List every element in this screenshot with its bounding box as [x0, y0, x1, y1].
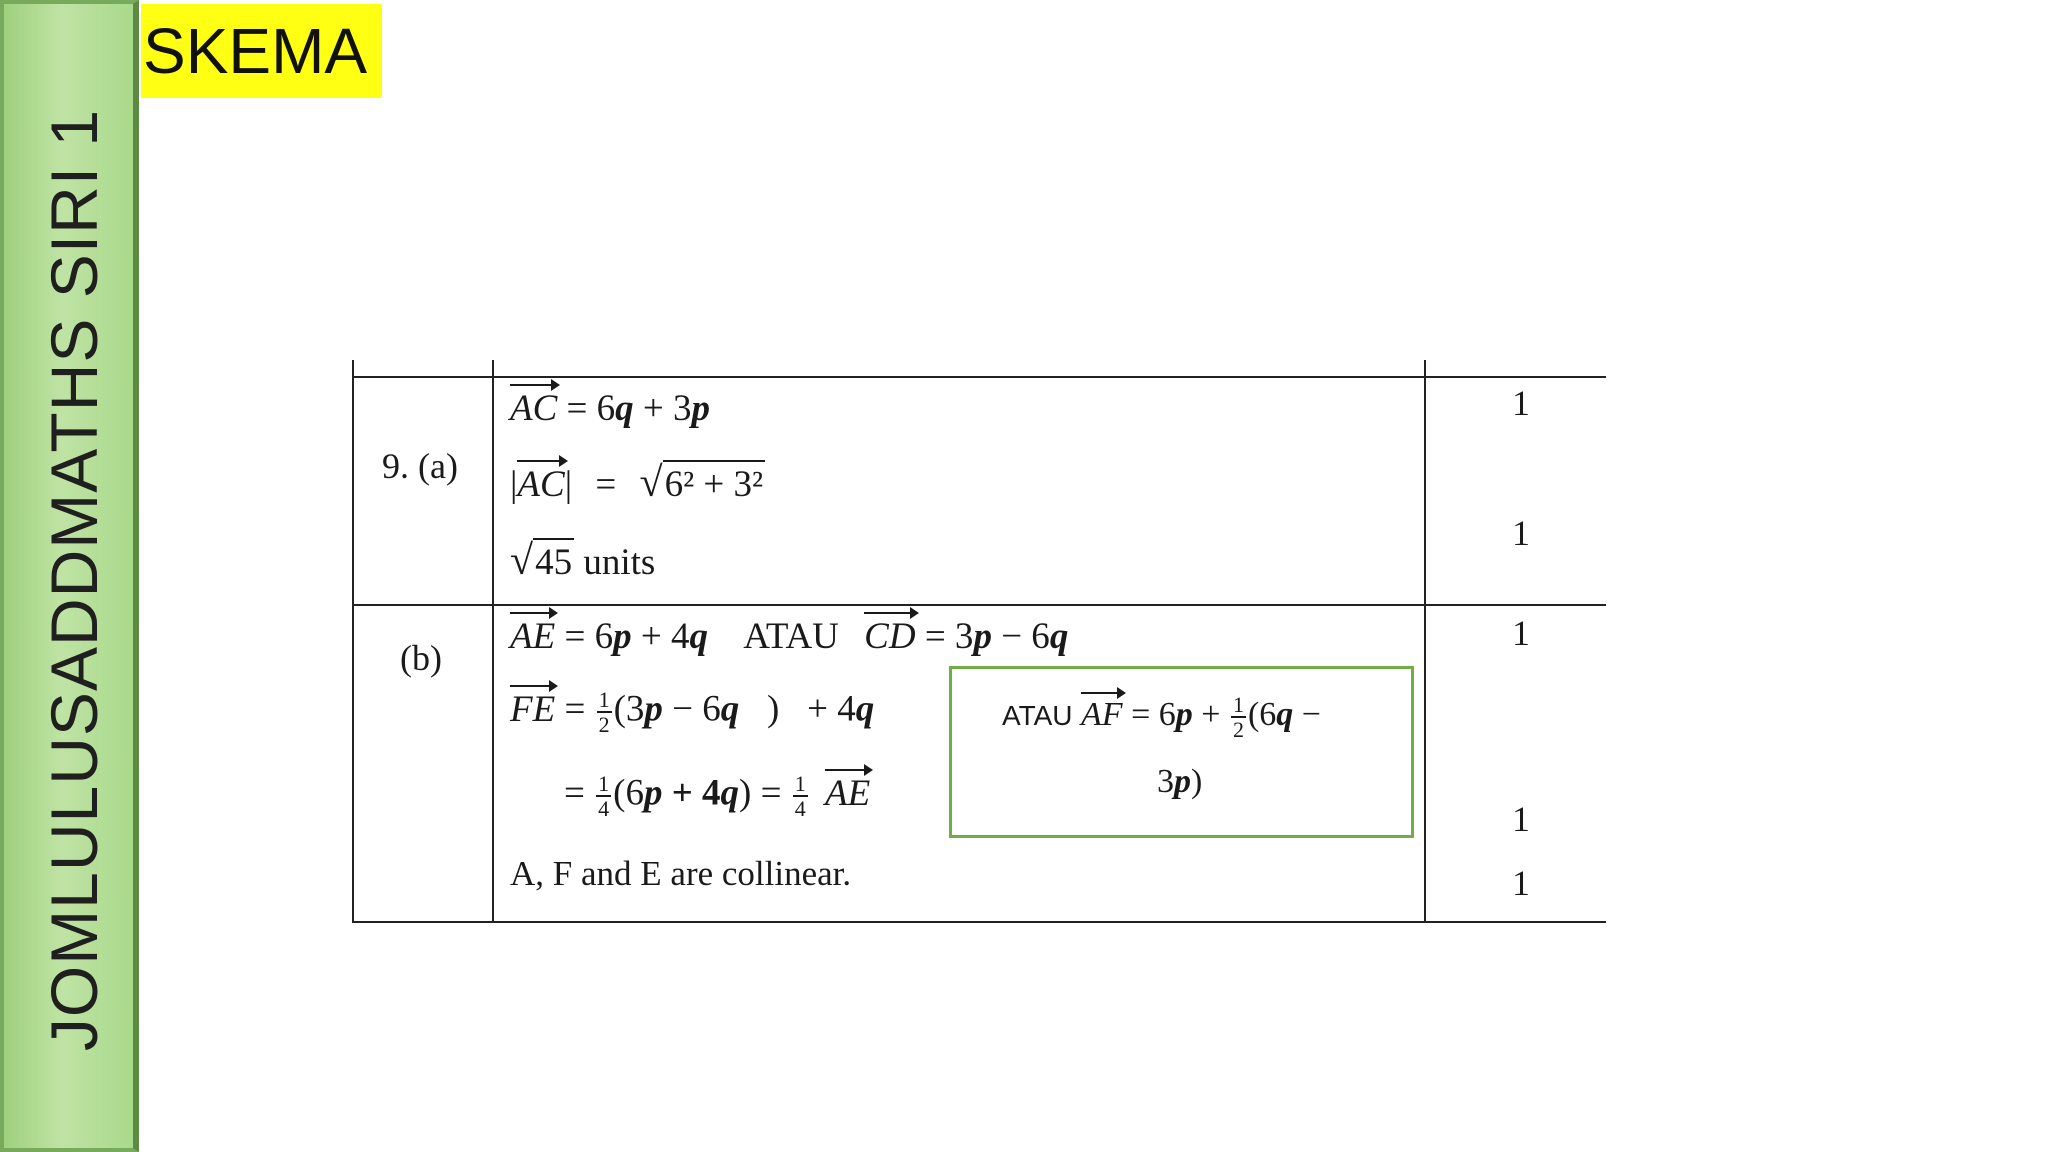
fraction-quarter: $\frac{1}{4}$	[598, 771, 610, 822]
row-b-line-3: = $\frac{1}{4}$ (6p + 4q) = $\frac{1}{4}$ AE	[564, 771, 871, 822]
mark-a-2: 1	[1512, 513, 1530, 553]
alternative-answer-box	[949, 666, 1414, 838]
fraction-half-alt: $\frac{1}{2}$	[1232, 692, 1244, 743]
row-a-line-1: AC = 6q + 3p	[510, 388, 711, 429]
table-top-border	[352, 376, 1606, 378]
sidebar-title: JOMLULUSADDMATHS SIRI 1	[37, 108, 111, 1052]
row-a-line-3: √45 units	[510, 538, 656, 584]
vector-af: AF	[1081, 695, 1123, 733]
sidebar-banner	[0, 0, 139, 1152]
vector-cd: CD	[864, 616, 916, 657]
skema-label: SKEMA	[141, 4, 382, 98]
mark-a-1: 1	[1512, 383, 1530, 423]
fraction-half: $\frac{1}{2}$	[598, 687, 610, 738]
row-b-line-2: FE = $\frac{1}{2}$ (3p − 6q ) + 4q	[510, 687, 875, 738]
vector-ae: AE	[510, 616, 556, 657]
table-col-divider-2	[1424, 360, 1426, 923]
collinear-statement: A, F and E are collinear.	[510, 854, 852, 893]
row-a-line-2: |AC| = √6² + 3²	[510, 460, 764, 506]
vector-ac-magnitude: AC	[517, 464, 565, 505]
table-left-border	[352, 360, 354, 923]
mark-b-1: 1	[1512, 613, 1530, 653]
alt-line-1: ATAU AF = 6p + $\frac{1}{2}$ (6q −	[1002, 692, 1321, 743]
vector-fe: FE	[510, 688, 556, 730]
vector-ac: AC	[510, 388, 558, 429]
table-row-divider	[352, 604, 1606, 606]
mark-b-2: 1	[1512, 799, 1530, 839]
alt-line-2: 3p)	[1157, 763, 1203, 800]
question-part-b: (b)	[400, 638, 442, 678]
question-number-9a: 9. (a)	[382, 446, 458, 486]
sqrt-45: √45	[510, 538, 573, 584]
row-b-line-1: AE = 6p + 4q ATAU CD = 3p − 6q	[510, 616, 1069, 657]
fraction-quarter-2: $\frac{1}{4}$	[794, 771, 806, 822]
mark-b-3: 1	[1512, 863, 1530, 903]
table-bottom-border	[352, 921, 1606, 923]
table-col-divider-1	[492, 360, 494, 923]
vector-ae-2: AE	[825, 772, 871, 814]
sqrt-expression: √6² + 3²	[639, 460, 764, 506]
